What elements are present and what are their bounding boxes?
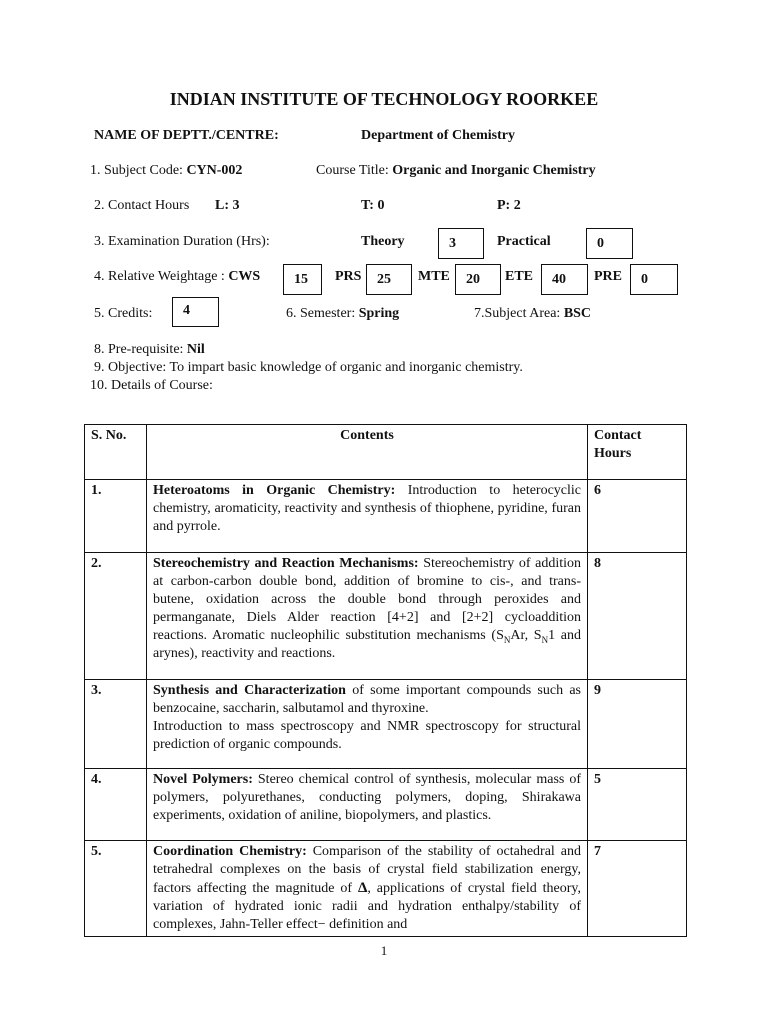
contact-hours-t: T: 0: [361, 198, 385, 213]
delta-symbol: Δ: [357, 880, 368, 896]
course-title-label: Course Title:: [316, 163, 389, 178]
row-sno: 2.: [85, 553, 147, 680]
table-header-row: [85, 425, 687, 480]
row-topic: Coordination Chemistry:: [153, 844, 307, 859]
row-hours: 6: [588, 480, 687, 553]
table-row: [85, 553, 687, 680]
row-contents: [147, 769, 588, 841]
practical-value-box: 0: [586, 228, 633, 259]
row-sno: 5.: [85, 841, 147, 937]
row-text-mid: Ar, S: [510, 628, 542, 643]
institute-title: INDIAN INSTITUTE OF TECHNOLOGY ROORKEE: [169, 89, 599, 109]
course-title-value: Organic and Inorganic Chemistry: [392, 163, 596, 178]
ete-value-box: 40: [541, 264, 588, 295]
weightage-label: [94, 268, 260, 286]
row-text-end: 1 and arynes), reactivity and reactions.: [153, 628, 582, 661]
semester: [286, 305, 399, 323]
subject-code-label: 1. Subject Code:: [90, 163, 183, 178]
prerequisite: [94, 341, 205, 359]
contact-hours-p: P: 2: [497, 198, 521, 213]
table-row: [85, 680, 687, 769]
weightage-text: 4. Relative Weightage :: [94, 269, 225, 284]
practical-label: Practical: [497, 234, 551, 249]
subject-area-label: 7.Subject Area:: [474, 306, 561, 321]
page-number: 1: [380, 943, 388, 958]
mte-label: MTE: [418, 269, 450, 284]
row-text: Comparison of the stability of octahedral and tetrahedral complexes on the basis of crystal field stabilization energy, factors affecting the magnitude of: [153, 844, 581, 896]
row-topic: Heteroatoms in Organic Chemistry:: [153, 483, 396, 498]
subscript: N: [503, 634, 511, 645]
contact-hours-l: L: 3: [215, 198, 240, 213]
course-details-table: [84, 424, 687, 937]
subject-code: [90, 162, 242, 180]
objective: 9. Objective: To impart basic knowledge of organic and inorganic chemistry.: [94, 360, 523, 375]
row-sno: 3.: [85, 680, 147, 769]
row-sno: 4.: [85, 769, 147, 841]
credits-value-box: 4: [172, 297, 219, 327]
row-topic: Novel Polymers:: [153, 772, 253, 787]
row-contents: [147, 553, 588, 680]
pre-value-box: 0: [630, 264, 678, 295]
subject-area: [474, 305, 591, 323]
header-contents: Contents: [147, 425, 588, 480]
row-text: of some important compounds such as benzocaine, saccharin, salbutamol and thyroxine.: [153, 683, 582, 716]
theory-value-box: 3: [438, 228, 484, 259]
row-hours: 9: [588, 680, 687, 769]
row-hours: 7: [588, 841, 687, 937]
theory-label: Theory: [361, 234, 405, 249]
row-contents: [147, 480, 588, 553]
row-text-end: , applications of crystal field theory, variation of hydrated ionic radii and hydration enthalpy/stability of complexes, Jahn-Teller effect− definition and: [153, 881, 581, 932]
details-label: 10. Details of Course:: [90, 378, 213, 393]
row-text: Stereochemistry of addition at carbon-carbon double bond, addition of bromine to cis-, and trans- butene, oxidation across the double bond through peroxides and permanganate, Diels Alder reaction [4+2] and [2+2] cycloaddition reactions. Aromatic nucleophilic substitution mechanisms (S: [153, 556, 582, 643]
credits-label: 5. Credits:: [94, 306, 153, 321]
row-text: Stereo chemical control of synthesis, molecular mass of polymers, polyurethanes, conducting polymers, doping, Shirakawa experiments, oxidation of aniline, biopolymers, and plastics.: [153, 772, 582, 823]
row-sno: 1.: [85, 480, 147, 553]
prerequisite-label: 8. Pre-requisite:: [94, 342, 184, 357]
pre-label: PRE: [594, 269, 622, 284]
row-text: Introduction to heterocyclic chemistry, aromaticity, reactivity and synthesis of thiophene, pyridine, furan and pyrrole.: [153, 483, 582, 534]
semester-value: Spring: [358, 306, 400, 321]
subscript: N: [541, 634, 549, 645]
cws-label: CWS: [228, 269, 261, 284]
row-topic: Synthesis and Characterization: [153, 683, 346, 698]
header-hours: Contact Hours: [588, 425, 687, 480]
row-hours: 5: [588, 769, 687, 841]
prerequisite-value: Nil: [186, 342, 205, 357]
exam-duration-label: 3. Examination Duration (Hrs):: [94, 234, 270, 249]
header-sno: S. No.: [85, 425, 147, 480]
subject-area-value: BSC: [563, 306, 592, 321]
semester-label: 6. Semester:: [286, 306, 356, 321]
dept-value: Department of Chemistry: [361, 128, 515, 143]
table-row: [85, 769, 687, 841]
row-contents: [147, 680, 588, 769]
ete-label: ETE: [505, 269, 534, 284]
prs-label: PRS: [335, 269, 362, 284]
row-topic: Stereochemistry and Reaction Mechanisms:: [153, 556, 419, 571]
course-title: [316, 162, 596, 180]
row-contents: [147, 841, 588, 937]
subject-code-value: CYN-002: [186, 163, 243, 178]
prs-value-box: 25: [366, 264, 412, 295]
table-row: [85, 480, 687, 553]
mte-value-box: 20: [455, 264, 501, 295]
cws-value-box: 15: [283, 264, 322, 295]
table-row: [85, 841, 687, 937]
row-text-2: Introduction to mass spectroscopy and NMR spectroscopy for structural prediction of organic compounds.: [153, 719, 581, 752]
contact-hours-label: 2. Contact Hours: [94, 198, 190, 213]
row-hours: 8: [588, 553, 687, 680]
dept-label: NAME OF DEPTT./CENTRE:: [94, 128, 279, 143]
